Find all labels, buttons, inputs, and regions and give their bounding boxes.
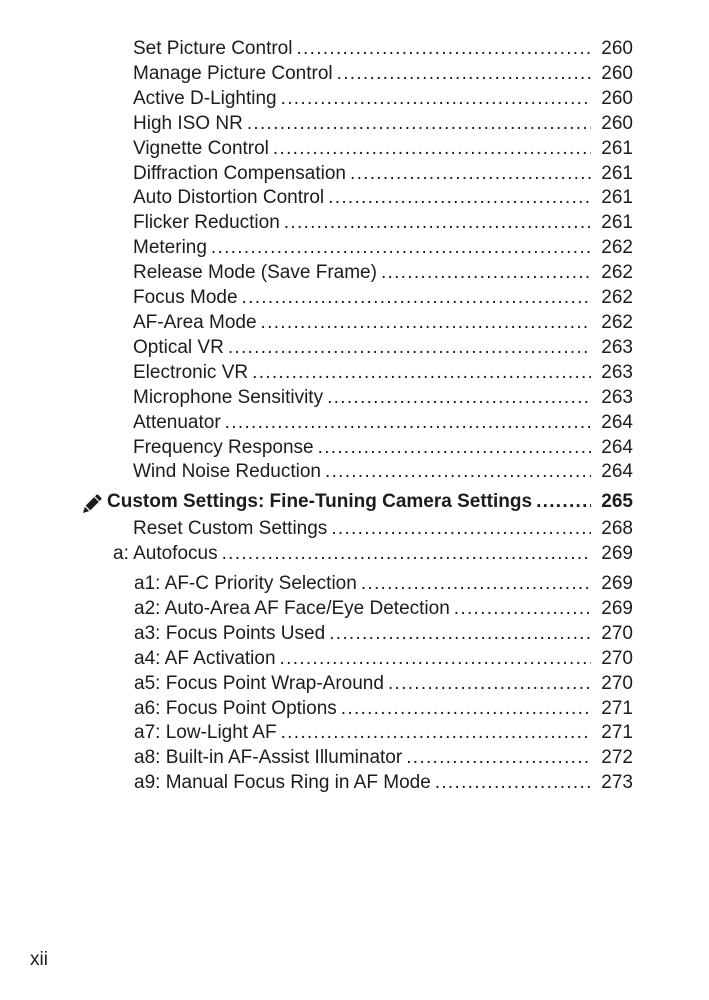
toc-entry-page: 262 [601, 262, 633, 284]
dot-leader [280, 647, 591, 672]
toc-entry-page: 272 [601, 747, 633, 769]
dot-leader [281, 87, 591, 112]
toc-entry-label: Electronic VR [133, 361, 249, 383]
dot-leader [341, 697, 591, 722]
dot-leader [252, 361, 591, 386]
toc-entry-page: 271 [601, 722, 633, 744]
dot-leader [261, 311, 591, 336]
dot-leader [331, 517, 591, 542]
toc-entry[interactable] [0, 186, 633, 211]
toc-entry-label: a7: Low-Light AF [134, 722, 277, 744]
toc-entry-page: 261 [601, 162, 633, 184]
dot-leader [381, 261, 591, 286]
dot-leader [318, 436, 591, 461]
toc-entry-label: High ISO NR [133, 112, 243, 134]
toc-entry-label: a5: Focus Point Wrap-Around [134, 672, 384, 694]
toc-entry-page: 260 [601, 38, 633, 59]
toc-entry-label: Custom Settings: Fine-Tuning Camera Settings [107, 491, 533, 513]
dot-leader [361, 572, 591, 597]
page-number: xii [30, 949, 48, 970]
toc-entry-page: 261 [601, 212, 633, 234]
dot-leader [388, 672, 591, 697]
toc-entry-page: 264 [601, 411, 633, 433]
toc-entry[interactable] [0, 542, 633, 567]
toc-entry-page: 265 [601, 491, 633, 513]
toc-entry-label: Active D-Lighting [133, 87, 277, 109]
toc-entry-label: a2: Auto-Area AF Face/Eye Detection [134, 597, 450, 619]
toc-entry-page: 270 [601, 672, 633, 694]
toc-entry-page: 264 [601, 461, 633, 483]
toc-entry-label: a1: AF-C Priority Selection [134, 573, 357, 595]
toc-entry[interactable] [0, 697, 633, 722]
toc-entry-page: 260 [601, 62, 633, 84]
toc-entry-label: Vignette Control [133, 137, 269, 159]
toc-entry-page: 263 [601, 386, 633, 408]
toc-entry[interactable] [0, 771, 633, 796]
toc-entry-page: 263 [601, 361, 633, 383]
toc-entry-label: Flicker Reduction [133, 212, 280, 234]
toc-entry[interactable] [0, 386, 633, 411]
toc-entry-label: Reset Custom Settings [133, 518, 328, 540]
toc-entry-label: Optical VR [133, 336, 224, 358]
toc-entry[interactable] [0, 572, 633, 597]
toc-entry-label: AF-Area Mode [133, 311, 257, 333]
toc-entry-page: 262 [601, 287, 633, 309]
toc-entry[interactable] [0, 286, 633, 311]
toc-entry[interactable] [0, 162, 633, 187]
toc-entry[interactable] [0, 261, 633, 286]
toc-entry-page: 270 [601, 622, 633, 644]
dot-leader [228, 336, 591, 361]
toc-entry[interactable] [0, 647, 633, 672]
toc-entry-label: Metering [133, 237, 207, 259]
dot-leader [329, 622, 591, 647]
toc-entry-page: 262 [601, 311, 633, 333]
toc-entry-label: Diffraction Compensation [133, 162, 346, 184]
toc-entry-page: 263 [601, 336, 633, 358]
toc-entry-label: Wind Noise Reduction [133, 461, 321, 483]
toc-entry-label: a9: Manual Focus Ring in AF Mode [134, 772, 431, 794]
dot-leader [454, 597, 591, 622]
toc-entry[interactable] [0, 746, 633, 771]
toc-entry-label: a6: Focus Point Options [134, 697, 337, 719]
toc-entry[interactable] [0, 62, 633, 87]
toc-list [0, 37, 633, 796]
dot-leader [406, 746, 591, 771]
toc-entry-page: 269 [601, 597, 633, 619]
toc-entry[interactable] [0, 490, 633, 515]
toc-entry[interactable] [0, 436, 633, 461]
toc-entry-label: a4: AF Activation [134, 647, 276, 669]
dot-leader [296, 37, 591, 62]
toc-entry[interactable] [0, 211, 633, 236]
toc-entry[interactable] [0, 460, 633, 485]
toc-entry-label: a3: Focus Points Used [134, 622, 326, 644]
toc-entry-page: 261 [601, 137, 633, 159]
toc-entry-label: Auto Distortion Control [133, 187, 325, 209]
dot-leader [247, 112, 591, 137]
toc-entry-label: Manage Picture Control [133, 62, 333, 84]
toc-entry[interactable] [0, 672, 633, 697]
pencil-icon [82, 494, 102, 514]
toc-entry[interactable] [0, 336, 633, 361]
dot-leader [337, 62, 591, 87]
toc-entry-page: 270 [601, 647, 633, 669]
toc-entry-label: Attenuator [133, 411, 221, 433]
dot-leader [242, 286, 591, 311]
toc-entry-page: 264 [601, 436, 633, 458]
toc-entry[interactable] [0, 361, 633, 386]
toc-entry-page: 273 [601, 772, 633, 794]
dot-leader [222, 542, 591, 567]
dot-leader [325, 460, 591, 485]
dot-leader [350, 162, 591, 187]
toc-entry[interactable] [0, 37, 633, 62]
dot-leader [328, 186, 591, 211]
toc-entry[interactable] [0, 311, 633, 336]
dot-leader [211, 236, 591, 261]
toc-entry-label: Set Picture Control [133, 38, 293, 59]
dot-leader [225, 411, 591, 436]
toc-entry-label: a8: Built-in AF-Assist Illuminator [134, 747, 403, 769]
toc-entry[interactable] [0, 411, 633, 436]
toc-entry-label: Focus Mode [133, 287, 238, 309]
toc-entry-page: 260 [601, 87, 633, 109]
toc-entry-label: Microphone Sensitivity [133, 386, 324, 408]
dot-leader [327, 386, 591, 411]
dot-leader [536, 490, 591, 515]
toc-entry-page: 261 [601, 187, 633, 209]
toc-entry-label: Frequency Response [133, 436, 314, 458]
toc-entry-page: 269 [601, 543, 633, 565]
toc-entry-label: a: Autofocus [113, 543, 218, 565]
dot-leader [435, 771, 591, 796]
toc-entry-page: 260 [601, 112, 633, 134]
toc-entry-label: Release Mode (Save Frame) [133, 262, 377, 284]
toc-entry[interactable] [0, 517, 633, 542]
toc-entry-page: 271 [601, 697, 633, 719]
toc-entry[interactable] [0, 137, 633, 162]
toc-entry-page: 268 [601, 518, 633, 540]
toc-entry[interactable] [0, 87, 633, 112]
dot-leader [281, 721, 591, 746]
toc-entry-page: 262 [601, 237, 633, 259]
toc-entry[interactable] [0, 236, 633, 261]
toc-entry[interactable] [0, 112, 633, 137]
dot-leader [284, 211, 591, 236]
toc-entry[interactable] [0, 622, 633, 647]
toc-entry[interactable] [0, 597, 633, 622]
toc-entry-page: 269 [601, 573, 633, 595]
toc-entry[interactable] [0, 721, 633, 746]
dot-leader [273, 137, 591, 162]
